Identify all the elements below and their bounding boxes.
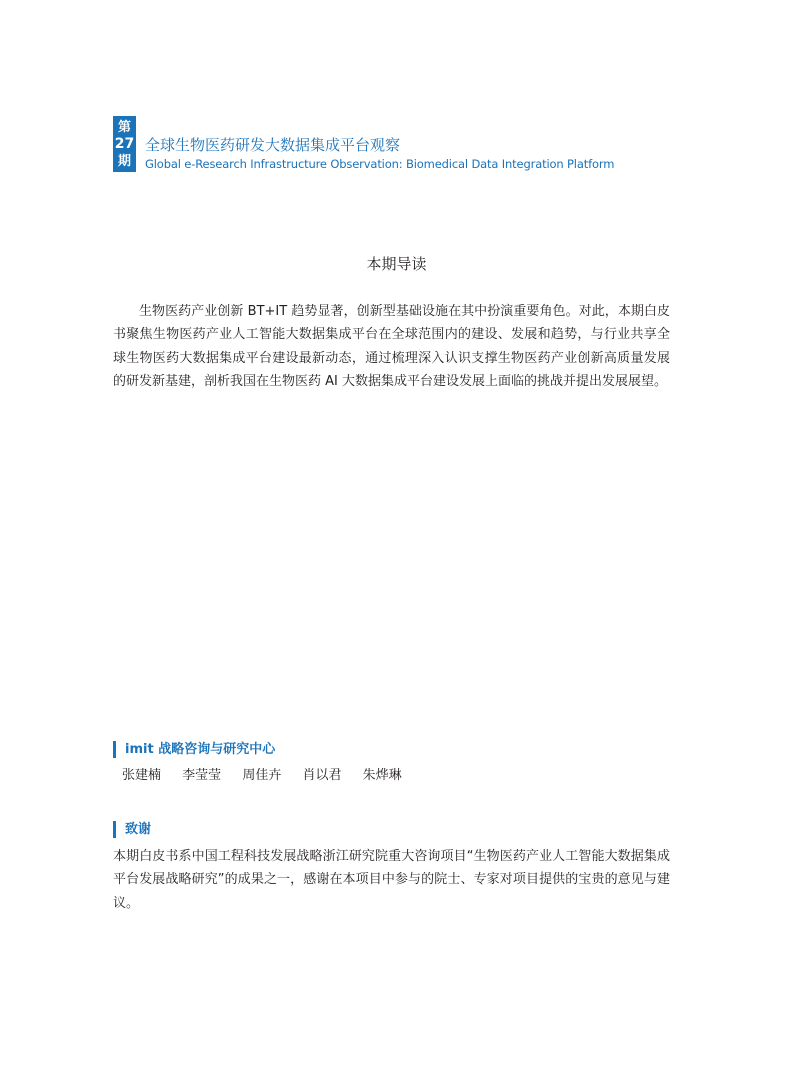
author-name: 肖以君 (302, 768, 342, 783)
author-name: 朱烨琳 (362, 768, 402, 783)
author-list (122, 767, 419, 785)
acknowledgement-paragraph: 本期白皮书系中国工程科技发展战略浙江研究院重大咨询项目“生物医药产业人工智能大数据集成平台发展战略研究”的成果之一，感谢在本项目中参与的院士、专家对项目提供的宝贵的意见与建议。 (113, 849, 670, 911)
issue-badge-char-top: 第 (117, 119, 131, 135)
series-title-english: Global e-Research Infrastructure Observation: Biomedical Data Integration Platform (145, 157, 615, 171)
intro-heading: 本期导读 (366, 255, 427, 273)
issue-badge (113, 116, 136, 172)
issue-badge-char-bottom: 期 (117, 153, 131, 169)
author-name: 张建楠 (122, 768, 162, 783)
organization-heading: imit 战略咨询与研究中心 (113, 741, 275, 758)
author-name: 周佳卉 (242, 768, 282, 783)
acknowledgement-heading: 致谢 (113, 821, 151, 838)
issue-number: 27 (114, 135, 135, 152)
intro-paragraph: 生物医药产业创新 BT+IT 趋势显著，创新型基础设施在其中扮演重要角色。对此，本期白皮书聚焦生物医药产业人工智能大数据集成平台在全球范围内的建设、发展和趋势，与行业共享全球生物医药大数据集成平台建设最新动态，通过梳理深入认识支撑生物医药产业创新高质量发展的研发新基建，剖析我国在生物医药 AI 大数据集成平台建设发展上面临的挑战并提出发展展望。 (113, 304, 670, 389)
author-name: 李莹莹 (182, 768, 222, 783)
series-title-chinese: 全球生物医药研发大数据集成平台观察 (145, 136, 401, 154)
